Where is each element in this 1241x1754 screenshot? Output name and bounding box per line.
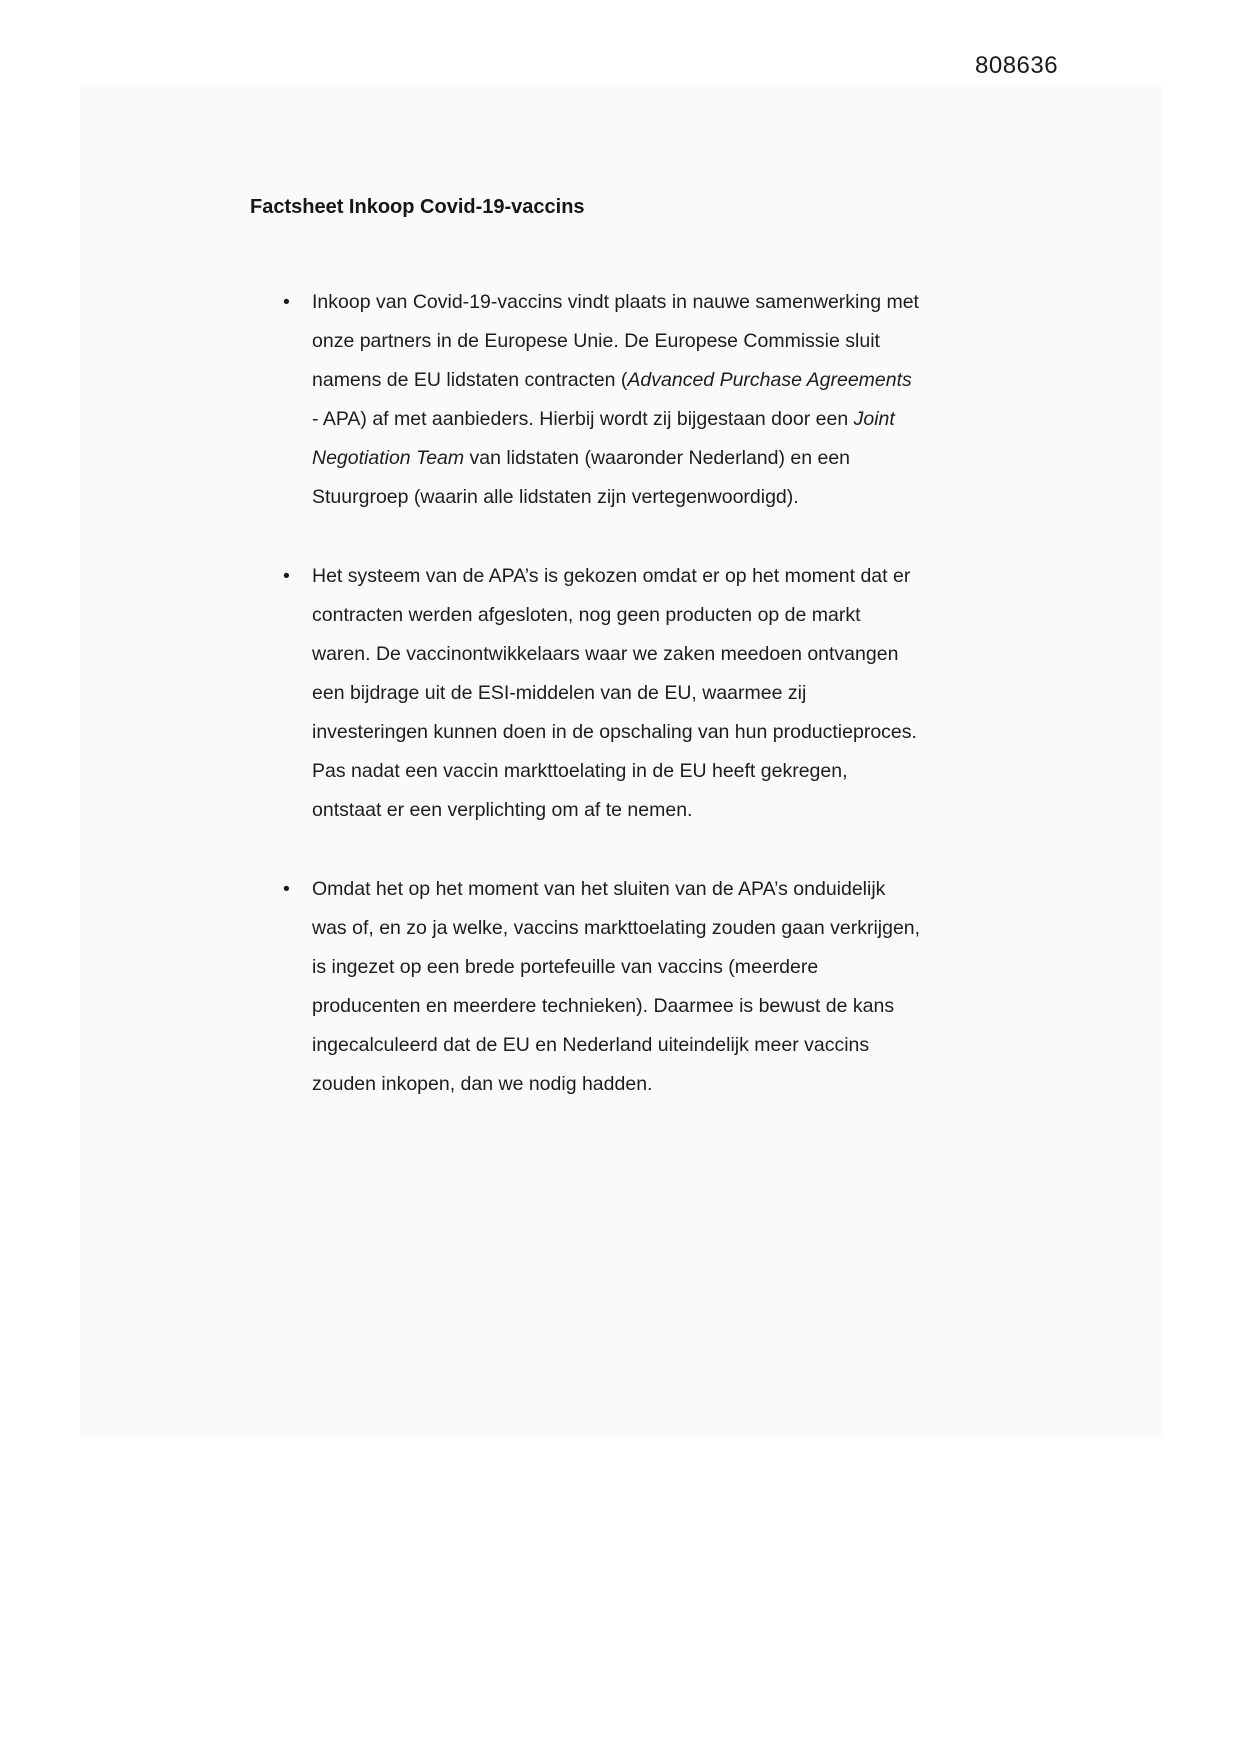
document-number: 808636 — [975, 52, 1059, 79]
bullet-text: Inkoop van Covid-19-vaccins vindt plaats in nauwe samenwerking met onze partners in de Europese Unie. De Europese Commissie sluit namens de EU lidstaten contracten ( — [312, 291, 919, 391]
bullet-list — [250, 283, 940, 1104]
document-content — [250, 196, 940, 1144]
bullet-text: Omdat het op het moment van het sluiten van de APA’s onduidelijk was of, en zo ja welke, vaccins markttoelating zouden gaan verkrijgen, is ingezet op een brede portefeuille van vaccins (meerdere producenten en meerdere technieken). Daarmee is bewust de kans ingecalculeerd dat de EU en Nederland uiteindelijk meer vaccins zouden inkopen, dan we nodig hadden. — [312, 878, 921, 1095]
bullet-text: - APA) af met aanbieders. Hierbij wordt zij bijgestaan door een — [312, 408, 854, 430]
bullet-text: van lidstaten (waaronder Nederland) en een Stuurgroep (waarin alle lidstaten zijn vertegenwoordigd). — [312, 447, 851, 508]
bullet-dot: • — [283, 565, 290, 587]
bullet-text-italic: Advanced Purchase Agreements — [627, 369, 912, 391]
bullet-item-3 — [250, 870, 922, 1104]
bullet-dot: • — [283, 291, 290, 313]
bullet-text: Het systeem van de APA’s is gekozen omdat er op het moment dat er contracten werden afgesloten, nog geen producten op de markt waren. De vaccinontwikkelaars waar we zaken meedoen ontvangen een bijdrage uit de ESI-middelen van de EU, waarmee zij investeringen kunnen doen in de opschaling van hun productieproces. Pas nadat een vaccin markttoelating in de EU heeft gekregen, ontstaat er een verplichting om af te nemen. — [312, 565, 917, 821]
bullet-item-2 — [250, 557, 922, 830]
bullet-text-italic: Joint Negotiation Team — [312, 408, 895, 469]
bullet-item-1 — [250, 283, 922, 517]
page-title: Factsheet Inkoop Covid-19-vaccins — [250, 196, 585, 218]
bullet-dot: • — [283, 878, 290, 900]
